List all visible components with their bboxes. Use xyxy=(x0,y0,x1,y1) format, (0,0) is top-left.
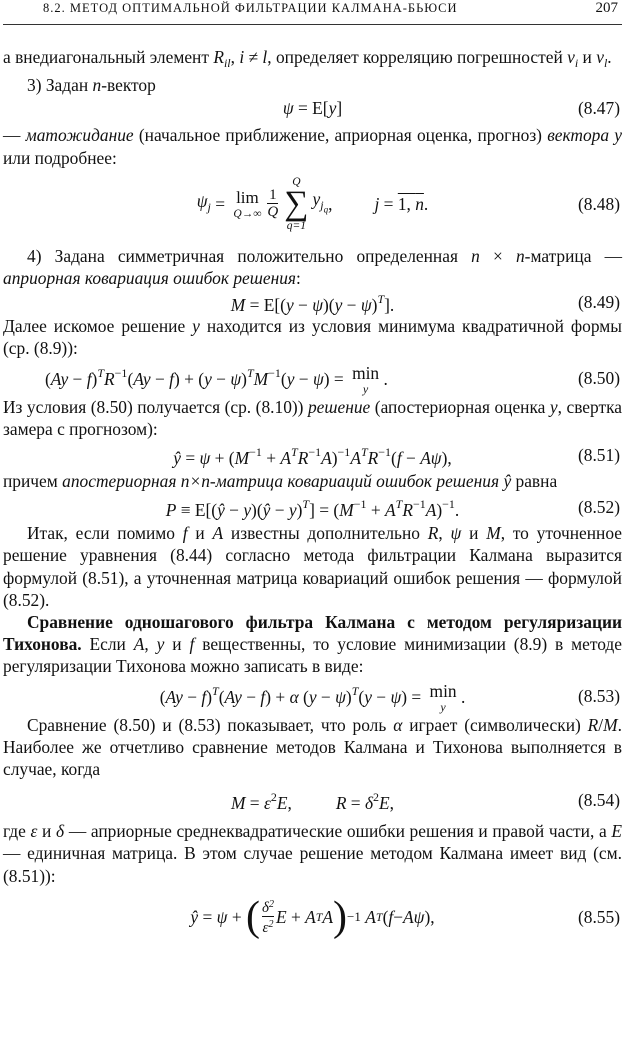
paragraph-9: Сравнение одношагового фильтра Калмана с методом регуляризации Тихонова. Если A, y и f вещественны, то условие минимизации (8.9) в методе регуляризации Тихонова можно записать в виде: xyxy=(3,612,622,677)
section-heading: Сравнение одношагового фильтра Калмана с методом регуляризации Тихонова. xyxy=(3,612,622,655)
paragraph-4: 4) Задана симметричная положительно определенная n × n-матрица — априорная ковариация ошибок решения: xyxy=(3,245,622,289)
equation-8-53: $(Ay - f)^T(Ay - f) + \alpha$ $(y - \psi)^T(y - \psi)$ = min y . (8.53) xyxy=(159,680,620,714)
paragraph-5: Далее искомое решение y находится из условия минимума квадратичной формы (ср. (8.9)): xyxy=(3,316,622,359)
equation-number: (8.52) xyxy=(577,497,620,518)
equation-8-47: ψ = E[y] (8.47) xyxy=(282,98,620,119)
running-header xyxy=(3,0,622,25)
equation-8-52: P ≡ E[(ŷ − y)(ŷ − $y)^T] = (M^{-1} + A^TR^{-1}A)^{-1}$. (8.52) xyxy=(165,497,620,521)
equation-8-55: ŷ = ψ + ( $\frac{\delta^2}{\varepsilon^2}$ E + A T A ) −1 A T ( f − Aψ ), (8.55) xyxy=(190,893,620,940)
equation-8-50: $(Ay - f)^TR^{-1}(Ay - f) + (y - \psi)^TM^{-1}(y - \psi)$ = min y . (8.50) xyxy=(45,362,620,396)
paragraph-3: — матожидание (начальное приближение, априорная оценка, прогноз) вектора y или подробнее: xyxy=(3,125,622,168)
equation-number: (8.51) xyxy=(577,444,620,465)
equation-number: (8.49) xyxy=(577,292,620,313)
equation-number: (8.54) xyxy=(577,790,620,811)
paragraph-7: причем апостериорная n×n-матрица ковариаций ошибок решения ŷ равна xyxy=(3,471,558,492)
running-title: 8.2. МЕТОД ОПТИМАЛЬНОЙ ФИЛЬТРАЦИИ КАЛМАНА-БЬЮСИ xyxy=(43,1,458,15)
paragraph-10: Сравнение (8.50) и (8.53) показывает, что роль α играет (символически) R/M. Наиболее же отчетливо сравнение методов Калмана и Тихонова выполняется в случае, когда xyxy=(3,714,622,780)
equation-number: (8.55) xyxy=(577,906,620,927)
paragraph-6: Из условия (8.50) получается (ср. (8.10)) решение (апостериорная оценка y, свертка замера с прогнозом): xyxy=(3,396,622,439)
paragraph-11: где ε и δ — априорные среднеквадратические ошибки решения и правой части, а E — единичная матрица. В этом случае решение методом Калмана имеет вид (см. (8.51)): xyxy=(3,821,622,886)
equation-number: (8.48) xyxy=(577,193,620,214)
equation-number: (8.50) xyxy=(577,367,620,388)
equation-8-51: ŷ = $\psi + (M^{-1} + A^TR^{-1}A)^{-1}A^TR^{-1}(f - A\psi)$, (8.51) xyxy=(173,444,620,468)
page-number: 207 xyxy=(595,0,618,16)
equation-8-54: $M = \varepsilon^2E$, $R = \delta^2E$, (8.54) xyxy=(230,790,620,814)
equation-number: (8.47) xyxy=(577,98,620,119)
equation-number: (8.53) xyxy=(577,685,620,706)
paragraph-1: а внедиагональный элемент $R_{il}$, i ≠ l, определяет корреляцию погрешностей $v_i$ и $v_l$. xyxy=(3,47,612,70)
paragraph-2: 3) Задан n-вектор xyxy=(27,75,156,96)
equation-8-48: $\psi_j$ = lim Q→∞ $\frac{1}{Q}$ Q ∑ q=1 $y_{j_q}$ , j = 1, n . (8.48) xyxy=(196,175,620,232)
equation-8-49: $M = E[(y - \psi)(y - \psi)^T]$. (8.49) xyxy=(230,292,620,316)
main-text xyxy=(3,25,622,947)
paragraph-8: Итак, если помимо f и A известны дополнительно R, ψ и M, то уточненное решение уравнения (8.44) согласно метода фильтрации Калмана выразится формулой (8.51), а уточненная матрица ковариаций ошибок решения — формулой (8.52). xyxy=(3,523,622,610)
